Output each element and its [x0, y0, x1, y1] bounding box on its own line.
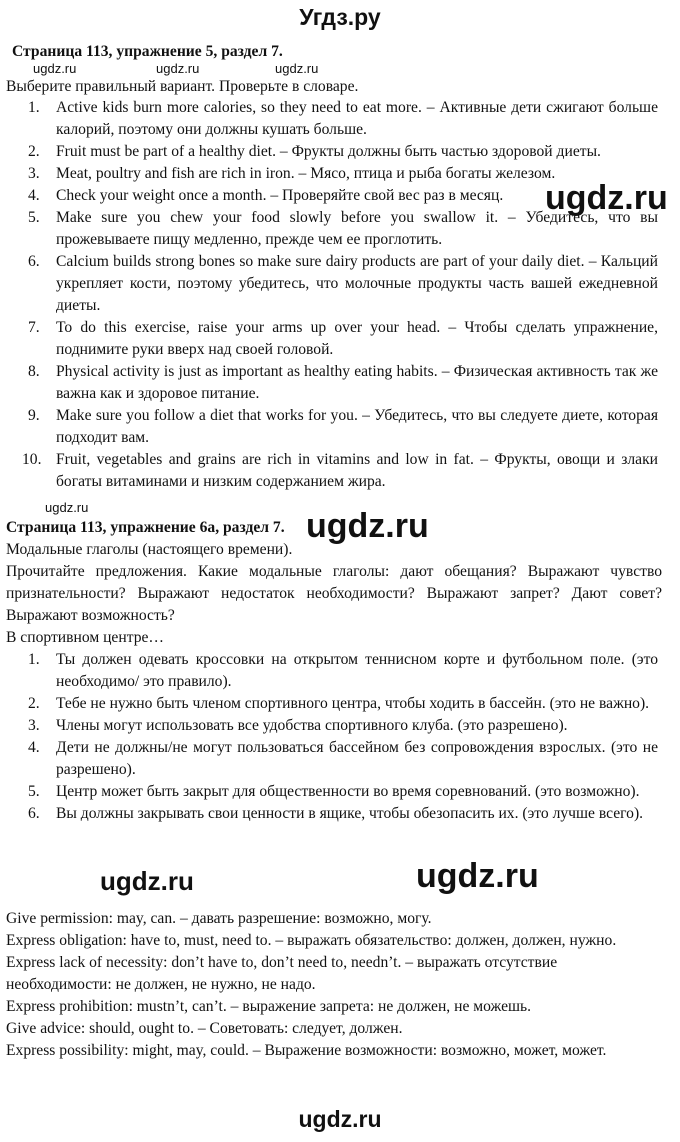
watermark-small: ugdz.ru — [45, 500, 89, 515]
list-item: 8. Physical activity is just as important as healthy eating habits. – Физическая активность так же важна как и здоровое питание. — [28, 363, 658, 402]
list-item: 3. Члены могут использовать все удобства спортивного клуба. (это разрешено). — [28, 717, 568, 734]
list-item: 3. Meat, poultry and fish are rich in iron. – Мясо, птица и рыба богаты железом. — [28, 165, 556, 182]
watermark-small: ugdz.ru — [33, 61, 77, 76]
watermark-medium: ugdz.ru — [100, 866, 194, 896]
section-heading-2: Страница 113, упражнение 6а, раздел 7. — [6, 519, 285, 536]
list-item: 1. Ты должен одевать кроссовки на открытом теннисном корте и футбольном поле. (это необходимо/ это правило). — [28, 651, 658, 690]
section-2-instruction: Прочитайте предложения. Какие модальные глаголы: дают обещания? Выражают чувство признательности? Выражают недостаток необходимости? Выражают запрет? Дают совет? Выражают возможность? — [6, 563, 662, 624]
list-item: 5. Make sure you chew your food slowly before you swallow it. – Убедитесь, что вы прожевываете пищу медленно, прежде чем ее проглотить. — [28, 209, 658, 248]
answer-line: Express obligation: have to, must, need to. – выражать обязательство: должен, должен, нужно. — [6, 932, 617, 949]
watermark-large: ugdz.ru — [545, 179, 668, 217]
list-item: 4. Дети не должны/не могут пользоваться бассейном без сопровождения взрослых. (это не разрешено). — [28, 739, 658, 778]
list-item: 7. To do this exercise, raise your arms up over your head. – Чтобы сделать упражнение, поднимите руки вверх над своей головой. — [28, 319, 658, 358]
section-1-instruction: Выберите правильный вариант. Проверьте в словаре. — [6, 78, 359, 95]
watermark-large: ugdz.ru — [306, 507, 429, 545]
answer-line: Express prohibition: mustn’t, can’t. – выражение запрета: не должен, не можешь. — [6, 998, 532, 1015]
list-item: 9. Make sure you follow a diet that works for you. – Убедитесь, что вы следуете диете, которая подходит вам. — [28, 407, 658, 446]
list-item: 1. Active kids burn more calories, so they need to eat more. – Активные дети сжигают больше калорий, поэтому они должны кушать больше. — [28, 99, 658, 138]
watermark-small: ugdz.ru — [156, 61, 200, 76]
list-item: 6. Вы должны закрывать свои ценности в ящике, чтобы обезопасить их. (это лучше всего). — [28, 805, 644, 822]
watermark-small: ugdz.ru — [275, 61, 319, 76]
list-item: 4. Check your weight once a month. – Проверяйте свой вес раз в месяц. — [28, 187, 504, 204]
modal-verbs-answers — [6, 908, 658, 1062]
answer-line: Give advice: should, ought to. – Советовать: следует, должен. — [6, 1020, 403, 1037]
list-item: 6. Calcium builds strong bones so make sure dairy products are part of your daily diet. – Кальций укрепляет кости, поэтому убедитесь, что молочные продукты часть вашей ежедневной диеты. — [28, 253, 658, 314]
section-heading-1: Страница 113, упражнение 5, раздел 7. — [12, 43, 283, 60]
section-2-list — [0, 649, 658, 825]
answer-line: Express possibility: might, may, could. – Выражение возможности: возможно, может, может. — [6, 1042, 607, 1059]
section-2-subtitle: Модальные глаголы (настоящего времени). — [6, 541, 293, 558]
section-2-context: В спортивном центре… — [6, 629, 165, 646]
answer-line: Give permission: may, can. – давать разрешение: возможно, могу. — [6, 910, 432, 927]
section-1-list — [0, 97, 658, 493]
list-item: 5. Центр может быть закрыт для общественности во время соревнований. (это возможно). — [28, 783, 640, 800]
list-item: 2. Тебе не нужно быть членом спортивного центра, чтобы ходить в бассейн. (это не важно). — [28, 695, 650, 712]
list-item: 10. Fruit, vegetables and grains are rich in vitamins and low in fat. – Фрукты, овощи и злаки богаты витаминами и низким содержанием жира. — [22, 451, 658, 490]
list-item: 2. Fruit must be part of a healthy diet. – Фрукты должны быть частью здоровой диеты. — [28, 143, 601, 160]
watermark-large: ugdz.ru — [416, 857, 539, 895]
footer-watermark: ugdz.ru — [298, 1106, 382, 1132]
site-title: Угдз.ру — [299, 4, 381, 30]
answer-line: Express lack of necessity: don’t have to, don’t need to, needn’t. – выражать отсутствие необходимости: не должен, не нужно, не надо. — [6, 954, 558, 993]
